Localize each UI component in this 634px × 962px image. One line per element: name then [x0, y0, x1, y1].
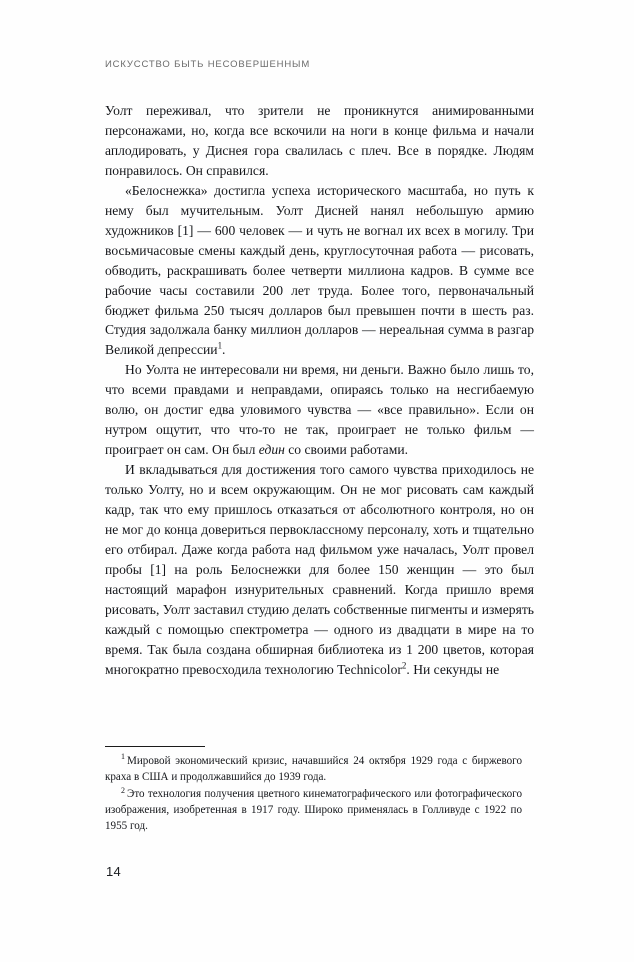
- footnote-item-2: [105, 786, 522, 834]
- page-number: 14: [106, 864, 122, 879]
- inline-reference-marker-1[interactable]: [1]: [173, 222, 198, 238]
- paragraph-2-run-5: .: [222, 342, 226, 358]
- footnote-separator-rule: [105, 746, 205, 747]
- footnote-number-1: 1: [121, 752, 125, 762]
- body-text-column: [105, 101, 534, 680]
- paragraph-3-run-1: Но Уолта не интересовали ни время, ни деньги. Важно было лишь то, что всеми правдами и неправдами, опираясь только на несгибаемую волю, он достиг едва уловимого чувства — «все правильно». Если он нутром ощутит, что что-то не так, проиграет не только фильм — проиграет он сам. Он был: [105, 362, 534, 458]
- footnote-item-1: [105, 753, 522, 785]
- footnotes-section: [105, 746, 522, 834]
- paragraph-4-run-5: . Ни секунды не: [406, 661, 500, 677]
- paragraph-3: [105, 360, 534, 460]
- paragraph-2-run-1: «Белоснежка» достигла успеха исторического масштаба, но путь к нему был мучительным. Уолт Дисней нанял небольшую армию художников: [105, 182, 534, 238]
- footnote-marker-2[interactable]: 2: [401, 660, 407, 671]
- inline-reference-marker-2[interactable]: [1]: [141, 561, 175, 577]
- footnote-text-1: Мировой экономический кризис, начавшийся 24 октября 1929 года с биржевого краха в США и продолжавшийся до 1939 года.: [105, 755, 522, 784]
- footnote-number-2: 2: [121, 785, 125, 795]
- running-head: ИСКУССТВО БЫТЬ НЕСОВЕРШЕННЫМ: [105, 59, 311, 70]
- paragraph-1-run-1: Уолт переживал, что зрители не проникнутся анимированными персонажами, но, когда все вскочили на ноги в конце фильма и начали аплодировать, у Диснея гора свалилась с плеч. Все в порядке. Людям понравилось. Он справился.: [105, 103, 534, 178]
- footnote-marker-1[interactable]: 1: [217, 340, 223, 351]
- paragraph-2: [105, 181, 534, 361]
- paragraph-4-run-3: на роль Белоснежки для более 150 женщин — это был настоящий марафон изнурительных сравнений. Когда пришло время рисовать, Уолт заставил студию делать собственные пигменты и измерять каждый с помощью спектрометра — одного из двадцати в мире на то время. Так была создана обширная библиотека из 1 200 цветов, которая многократно превосходила технологию Technicolor: [105, 561, 534, 677]
- paragraph-1: [105, 101, 534, 181]
- paragraph-4-run-1: И вкладываться для достижения того самого чувства приходилось не только Уолту, но и всем окружающим. Он не мог рисовать сам каждый кадр, так что ему пришлось отказаться от абсолютного контроля, но он не мог до конца довериться первоклассному персоналу, хоть и тщательно его отбирал. Даже когда работа над фильмом уже началась, Уолт провел пробы: [105, 462, 534, 577]
- paragraph-2-run-3: — 600 человек — и чуть не вогнал их всех в могилу. Три восьмичасовые смены каждый день, круглосуточная работа — рисовать, обводить, раскрашивать более четверти миллиона кадров. В сумме все рабочие часы составили 200 лет труда. Более того, первоначальный бюджет фильма 250 тысяч долларов был превышен почти в шесть раз. Студия задолжала банку миллион долларов — нереальная сумма в разгар Великой депрессии: [105, 222, 534, 358]
- paragraph-3-run-3: со своими работами.: [284, 442, 408, 458]
- paragraph-4: [105, 460, 534, 679]
- emphasis-edin: един: [258, 442, 285, 458]
- footnote-text-2: Это технология получения цветного кинематографического или фотографического изображения, изобретенная в 1917 году. Широко применялась в Голливуде с 1922 по 1955 год.: [105, 788, 522, 833]
